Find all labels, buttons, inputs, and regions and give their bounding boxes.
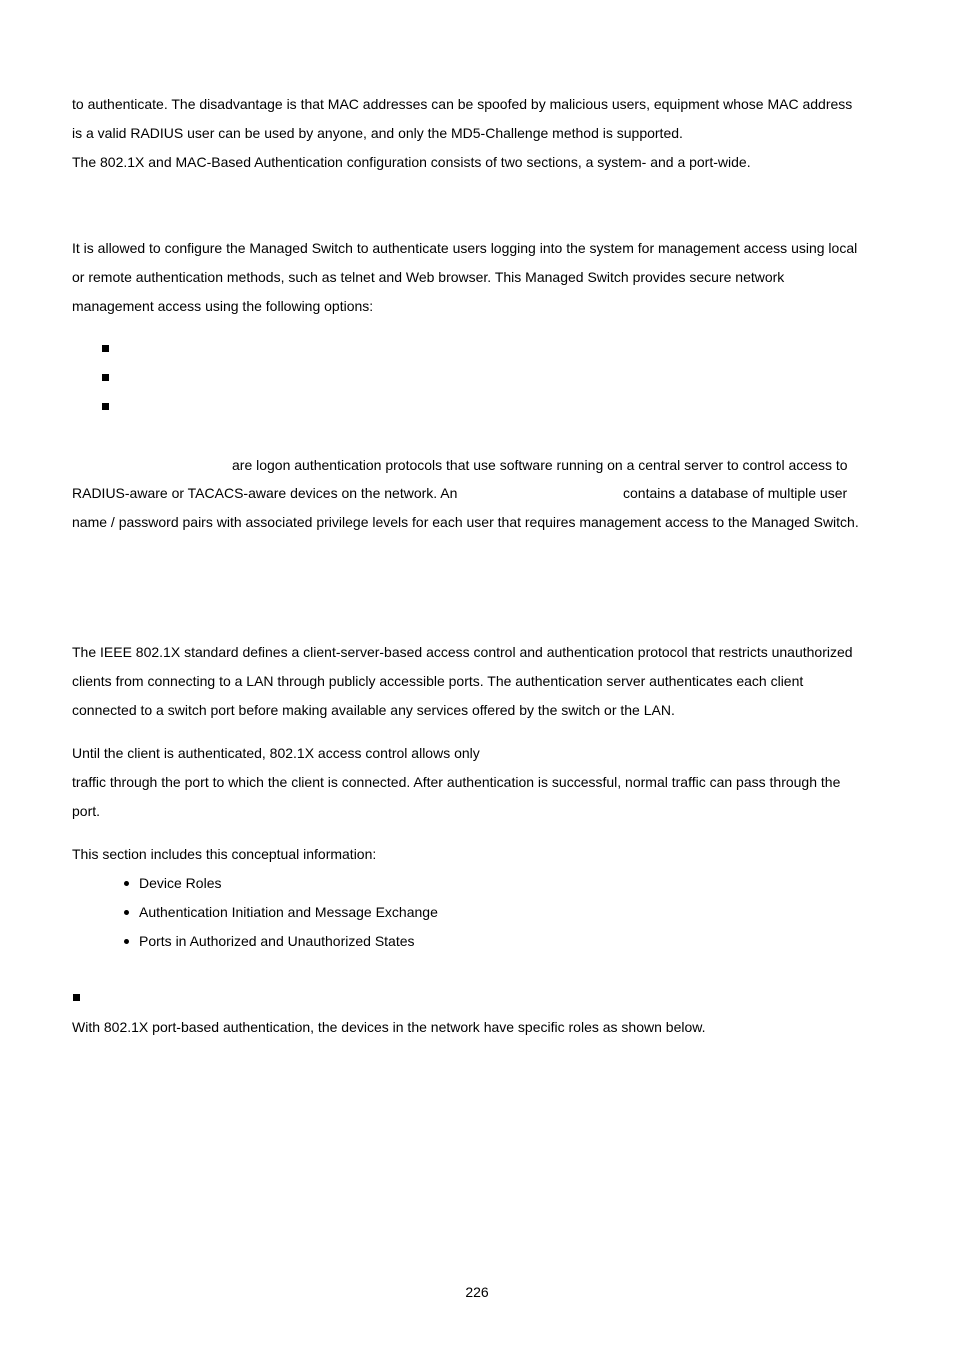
list-item-device-roles: Device Roles [139, 875, 222, 891]
protocols-line-1: are logon authentication protocols that use software running on a central server to control access to [232, 457, 848, 473]
protocols-line-2b: contains a database of multiple user [623, 485, 848, 501]
intro-line-2: is a valid RADIUS user can be used by anyone, and only the MD5-Challenge method is supported. [72, 125, 683, 141]
roles-line-1: With 802.1X port-based authentication, the devices in the network have specific roles as shown below. [72, 1019, 706, 1035]
protocols-line-3: name / password pairs with associated privilege levels for each user that requires management access to the Managed Switch. [72, 514, 859, 530]
conceptual-intro: This section includes this conceptual information: [72, 846, 377, 862]
protocols-line-2a: RADIUS-aware or TACACS-aware devices on the network. An [72, 485, 458, 501]
roles-heading-bullet [73, 994, 80, 1001]
option-bullet-2 [102, 374, 109, 381]
option-bullet-3 [102, 403, 109, 410]
list-bullet-2 [124, 910, 129, 915]
until-line-1: Until the client is authenticated, 802.1X access control allows only [72, 745, 480, 761]
intro-line-1: to authenticate. The disadvantage is that MAC addresses can be spoofed by malicious users, equipment whose MAC address [72, 96, 853, 112]
intro-line-3: The 802.1X and MAC-Based Authentication configuration consists of two sections, a system- and a port-wide. [72, 154, 751, 170]
list-bullet-3 [124, 939, 129, 944]
auth-line-1: It is allowed to configure the Managed Switch to authenticate users logging into the system for management access using local [72, 240, 858, 256]
list-item-ports-states: Ports in Authorized and Unauthorized States [139, 933, 415, 949]
option-bullet-1 [102, 345, 109, 352]
auth-line-2: or remote authentication methods, such as telnet and Web browser. This Managed Switch provides secure network [72, 269, 785, 285]
auth-line-3: management access using the following options: [72, 298, 374, 314]
ieee-line-2: clients from connecting to a LAN through publicly accessible ports. The authentication server authenticates each client [72, 673, 804, 689]
list-item-authentication-initiation: Authentication Initiation and Message Exchange [139, 904, 438, 920]
ieee-line-3: connected to a switch port before making available any services offered by the switch or the LAN. [72, 702, 675, 718]
until-line-2: traffic through the port to which the client is connected. After authentication is successful, normal traffic can pass through the [72, 774, 841, 790]
list-bullet-1 [124, 881, 129, 886]
until-line-3: port. [72, 803, 101, 819]
ieee-line-1: The IEEE 802.1X standard defines a client-server-based access control and authentication protocol that restricts unauthorized [72, 644, 853, 660]
page-number: 226 [465, 1284, 489, 1300]
